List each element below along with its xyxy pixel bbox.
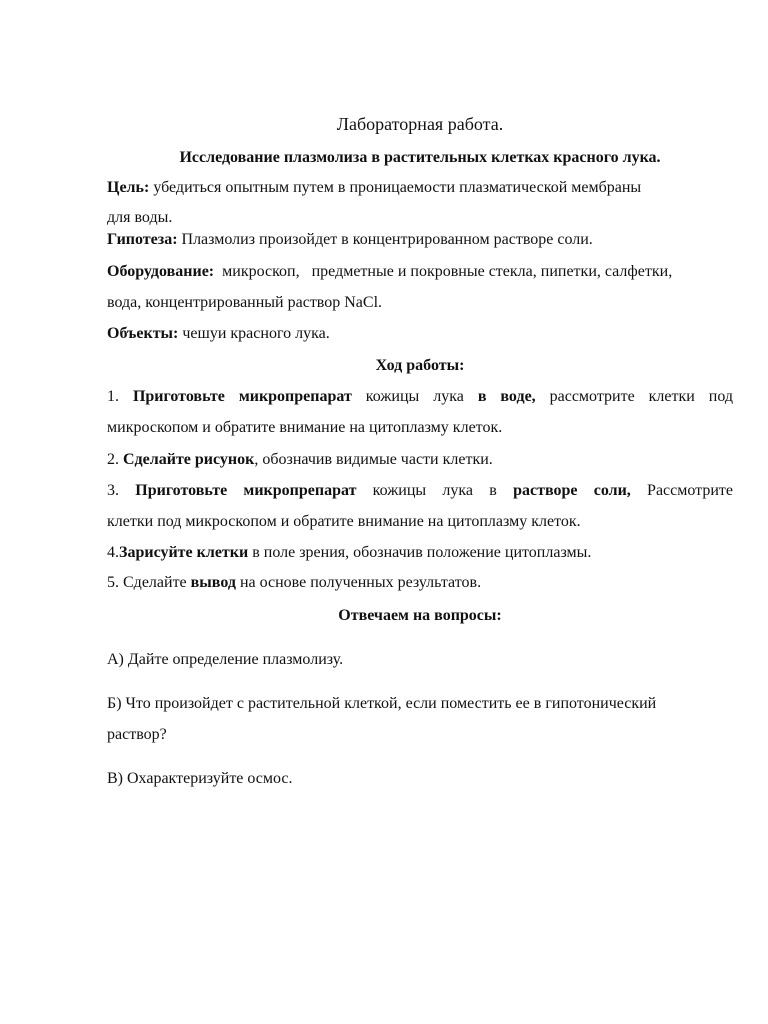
- document-subtitle: [107, 148, 733, 168]
- equipment-label: Оборудование:: [107, 263, 215, 280]
- step-1-line-2: микроскопом и обратите внимание на цитоплазму клеток.: [107, 419, 503, 436]
- step-1-number: 1.: [107, 388, 133, 405]
- question-b-line-1: Б) Что произойдет с растительной клеткой, если поместить ее в гипотонический: [107, 695, 657, 712]
- step-4-line: [107, 543, 733, 563]
- hypothesis-text: Плазмолиз произойдет в концентрированном растворе соли.: [177, 231, 593, 248]
- step-3-line-1: [107, 481, 733, 501]
- step-1-text-1: кожицы лука: [351, 388, 478, 405]
- document-title: Лабораторная работа.: [336, 114, 504, 134]
- equipment-text: микроскоп, предметные и покровные стекла, пипетки, салфетки,: [214, 263, 673, 280]
- step-3-line-2: клетки под микроскопом и обратите внимание на цитоплазму клеток.: [107, 513, 581, 530]
- step-3-text-1: кожицы лука в: [356, 482, 514, 499]
- step-5-bold: вывод: [190, 574, 236, 591]
- goal-line-1: [107, 178, 733, 198]
- step-2-text: , обозначив видимые части клетки.: [254, 451, 493, 468]
- procedure-heading-text: Ход работы:: [375, 357, 465, 374]
- objects-line: [107, 324, 733, 344]
- step-4-bold: Зарисуйте клетки: [119, 544, 249, 561]
- equipment-line-2: вода, концентрированный раствор NaCl.: [107, 294, 383, 311]
- step-1-line-1: [107, 387, 733, 407]
- procedure-heading: [107, 356, 733, 376]
- step-1-bold-1: Приготовьте микропрепарат: [132, 388, 352, 405]
- questions-heading: [107, 606, 733, 626]
- step-1-bold-2: в воде,: [477, 388, 536, 405]
- question-b-line-2: раствор?: [107, 726, 167, 743]
- step-2-number: 2.: [107, 451, 123, 468]
- goal-text: убедиться опытным путем в проницаемости плазматической мембраны: [149, 179, 642, 196]
- step-3-number: 3.: [107, 482, 136, 499]
- subtitle-text: Исследование плазмолиза в растительных клетках красного лука.: [179, 149, 661, 166]
- question-c: В) Охарактеризуйте осмос.: [107, 770, 293, 787]
- step-4-number: 4.: [107, 544, 119, 561]
- goal-label: Цель:: [107, 179, 150, 196]
- step-1-text-2: рассмотрите клетки под: [535, 388, 734, 405]
- step-3-bold-2: растворе соли,: [513, 482, 631, 499]
- step-5-text: на основе полученных результатов.: [235, 574, 482, 591]
- step-2-line: [107, 450, 733, 470]
- step-5-line: [107, 573, 733, 593]
- step-3-text-2: Рассмотрите: [630, 482, 733, 499]
- hypothesis-label: Гипотеза:: [107, 231, 178, 248]
- goal-line-2: для воды.: [107, 209, 173, 226]
- objects-text: чешуи красного лука.: [178, 325, 330, 342]
- question-a: А) Дайте определение плазмолизу.: [107, 651, 344, 668]
- step-5-prefix: 5. Сделайте: [107, 574, 191, 591]
- equipment-line-1: [107, 262, 733, 282]
- objects-label: Объекты:: [107, 325, 179, 342]
- step-3-bold-1: Приготовьте микропрепарат: [135, 482, 357, 499]
- step-2-bold: Сделайте рисунок: [123, 451, 255, 468]
- hypothesis-line: [107, 230, 733, 250]
- questions-heading-text: Отвечаем на вопросы:: [338, 607, 502, 624]
- step-4-text: в поле зрения, обозначив положение цитоплазмы.: [248, 544, 592, 561]
